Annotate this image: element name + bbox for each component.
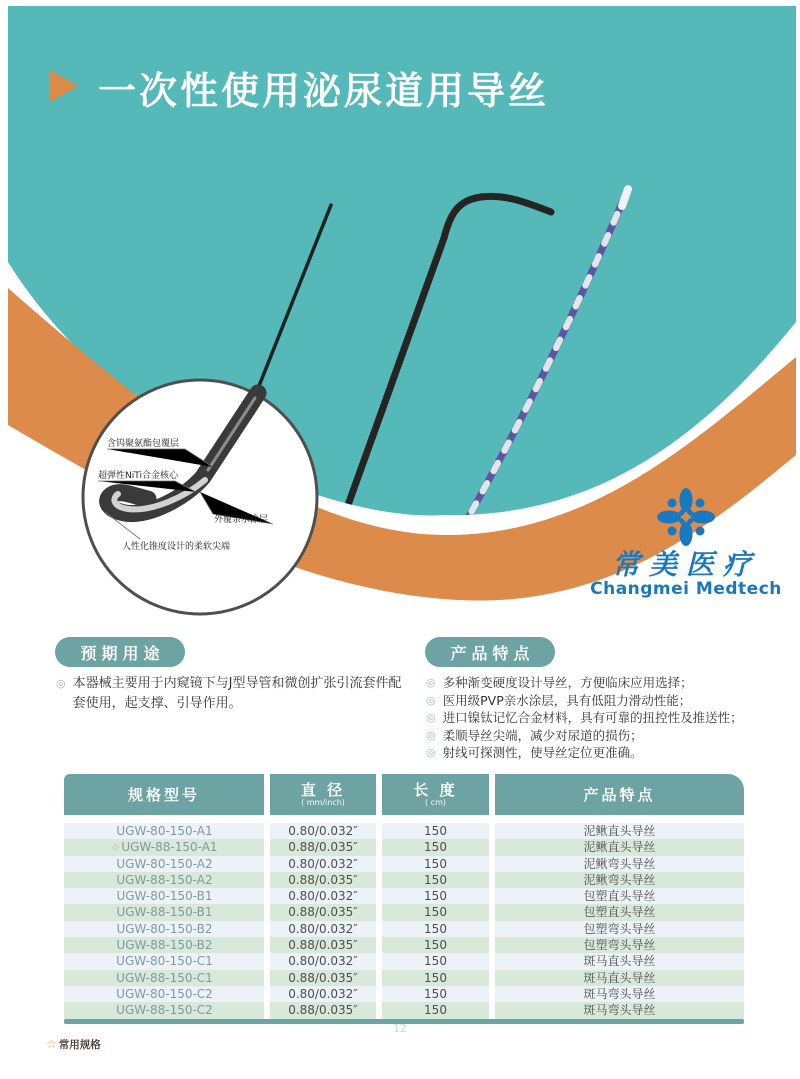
model-text: UGW-80-150-C1 (116, 954, 213, 969)
table-row (64, 839, 744, 855)
cell-feature: 泥鳅直头导丝 (495, 839, 744, 855)
cell-model (64, 839, 264, 855)
header-diameter-label: 直 径 (300, 780, 346, 799)
tip-magnifier-diagram (83, 380, 317, 614)
intended-use-block (56, 674, 412, 714)
bullet-icon: ◎ (426, 746, 436, 759)
bullet-icon: ◎ (56, 677, 66, 690)
cell-feature: 泥鳅弯头导丝 (495, 872, 744, 888)
header-diameter (270, 774, 376, 815)
table-row (64, 986, 744, 1002)
model-text: UGW-80-150-A2 (116, 856, 213, 871)
feature-text: 医用级PVP亲水涂层，具有低阻力滑动性能； (442, 692, 692, 708)
cell-length: 150 (382, 872, 489, 888)
cell-model (64, 970, 264, 986)
table-row (64, 888, 744, 904)
cell-feature: 包塑直头导丝 (495, 904, 744, 920)
cell-model (64, 823, 264, 839)
model-text: UGW-88-150-B2 (116, 938, 213, 953)
title-arrow-icon (50, 70, 78, 102)
model-text: UGW-88-150-A2 (116, 872, 213, 887)
cell-length: 150 (382, 839, 489, 855)
diagram-label-core: 超弹性NiTi合金核心 (98, 471, 178, 481)
model-text: UGW-88-150-A1 (121, 840, 218, 855)
header-diameter-unit: ( mm/inch) (301, 797, 345, 807)
cell-length: 150 (382, 937, 489, 953)
header-model (64, 774, 264, 815)
cell-diameter: 0.80/0.032″ (270, 953, 376, 969)
model-text: UGW-80-150-C2 (116, 986, 213, 1001)
model-text: UGW-80-150-B1 (116, 889, 213, 904)
spec-table-body (64, 823, 744, 1019)
logo-english-name: Changmei Medtech (590, 579, 782, 599)
table-row (64, 970, 744, 986)
bullet-icon: ◎ (426, 676, 436, 689)
cell-diameter: 0.88/0.035″ (270, 1002, 376, 1018)
cell-diameter: 0.80/0.032″ (270, 856, 376, 872)
table-row (64, 872, 744, 888)
feature-item (426, 727, 796, 745)
cell-diameter: 0.80/0.032″ (270, 888, 376, 904)
feature-item (426, 674, 796, 692)
bullet-icon: ◎ (426, 728, 436, 742)
logo-chinese-name: 常美医疗 (611, 548, 760, 581)
header-length (382, 774, 489, 815)
feature-text: 柔顺导丝尖端，减少对尿道的损伤； (442, 727, 643, 743)
page-number: 12 (393, 1022, 407, 1035)
header-length-unit: ( cm) (425, 797, 446, 807)
common-spec-star-icon: ☆ (110, 841, 121, 855)
cell-model (64, 904, 264, 920)
bullet-icon: ◎ (426, 693, 436, 707)
bullet-icon: ◎ (426, 711, 436, 724)
cell-diameter: 0.80/0.032″ (270, 921, 376, 937)
cell-feature: 斑马弯头导丝 (495, 986, 744, 1002)
header-feature-label: 产品特点 (583, 785, 656, 804)
cell-model (64, 953, 264, 969)
page-title: 一次性使用泌尿道用导丝 (98, 69, 550, 113)
cell-diameter: 0.88/0.035″ (270, 839, 376, 855)
cell-feature: 泥鳅直头导丝 (495, 823, 744, 839)
cell-feature: 包塑直头导丝 (495, 888, 744, 904)
cell-length: 150 (382, 888, 489, 904)
header-feature (495, 774, 744, 815)
intended-use-heading: 预期用途 (55, 637, 185, 667)
cell-model (64, 856, 264, 872)
table-row (64, 823, 744, 839)
cell-length: 150 (382, 970, 489, 986)
model-text: UGW-80-150-A1 (116, 824, 213, 838)
cell-feature: 斑马直头导丝 (495, 953, 744, 969)
spec-table-header (64, 774, 744, 815)
footer-note-text: 常用规格 (58, 1039, 101, 1051)
table-row (64, 1002, 744, 1018)
footer-note (46, 1037, 101, 1052)
table-row (64, 953, 744, 969)
header-model-label: 规格型号 (127, 785, 200, 804)
cell-feature: 斑马直头导丝 (495, 970, 744, 986)
feature-text: 进口镍钛记忆合金材料，具有可靠的扭控性及推送性； (442, 710, 743, 725)
cell-feature: 泥鳅弯头导丝 (495, 856, 744, 872)
cell-length: 150 (382, 1002, 489, 1018)
table-row (64, 921, 744, 937)
cell-feature: 斑马弯头导丝 (495, 1002, 744, 1018)
cell-model (64, 921, 264, 937)
cell-diameter: 0.88/0.035″ (270, 872, 376, 888)
cell-diameter: 0.88/0.035″ (270, 970, 376, 986)
intended-use-text: 本器械主要用于内窥镜下与J型导管和微创扩张引流套件配套使用，起支撑、引导作用。 (72, 676, 402, 711)
cell-diameter: 0.88/0.035″ (270, 904, 376, 920)
cell-feature: 包塑弯头导丝 (495, 921, 744, 937)
cell-length: 150 (382, 823, 489, 839)
cell-length: 150 (382, 904, 489, 920)
cell-diameter: 0.80/0.032″ (270, 823, 376, 839)
cell-model (64, 986, 264, 1002)
cell-diameter: 0.88/0.035″ (270, 937, 376, 953)
cell-model (64, 937, 264, 953)
spec-table (64, 774, 744, 1019)
feature-text: 多种渐变硬度设计导丝，方便临床应用选择； (442, 675, 693, 690)
feature-text: 射线可探测性，使导丝定位更准确。 (442, 745, 643, 760)
model-text: UGW-88-150-C2 (116, 1003, 213, 1018)
features-heading: 产品特点 (425, 637, 555, 667)
feature-item (426, 692, 796, 710)
cell-length: 150 (382, 921, 489, 937)
model-text: UGW-88-150-C1 (116, 970, 213, 985)
model-text: UGW-80-150-B2 (116, 921, 213, 936)
cell-diameter: 0.80/0.032″ (270, 986, 376, 1002)
cell-length: 150 (382, 953, 489, 969)
cell-feature: 包塑弯头导丝 (495, 937, 744, 953)
feature-item (426, 709, 796, 727)
star-icon: ☆ (46, 1037, 57, 1051)
feature-item (426, 744, 796, 762)
model-text: UGW-88-150-B1 (116, 905, 213, 920)
diagram-label-tip: 人性化锥度设计的柔软尖端 (122, 542, 231, 552)
table-row (64, 904, 744, 920)
diagram-label-jacket: 含钨聚氨酯包覆层 (107, 439, 180, 449)
features-list (426, 674, 796, 762)
diagram-label-coating: 外覆亲水涂层 (214, 515, 269, 525)
cell-model (64, 888, 264, 904)
table-row (64, 937, 744, 953)
cell-length: 150 (382, 986, 489, 1002)
header-length-label: 长 度 (413, 780, 458, 799)
table-row (64, 856, 744, 872)
zebra-guidewire-tip (622, 189, 628, 206)
cell-model (64, 1002, 264, 1018)
cell-model (64, 872, 264, 888)
cell-length: 150 (382, 856, 489, 872)
